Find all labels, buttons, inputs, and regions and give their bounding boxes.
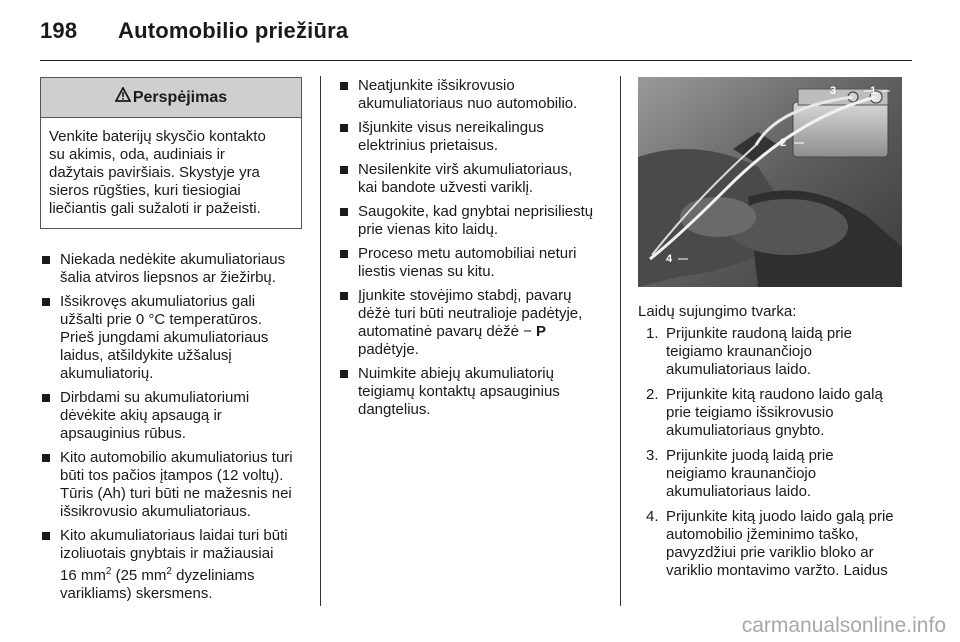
column-divider [320,76,321,606]
warning-text: Venkite baterijų skysčio kontakto su akimis, oda, audiniais ir dažytais paviršiais. Skystyje yra sieros rūgšties, kuri tiesiogiai liečiantis gali sužaloti ir pažeisti. [49,128,266,217]
warning-title: Perspėjimas [132,89,228,106]
list-item: Kito automobilio akumuliatorius turi būti tos pačios įtampos (12 voltų). Tūris (Ah) turi būti ne mažesnis nei išsikrovusio akumuliatoriaus. [40,449,302,521]
warning-header [41,78,301,118]
page-header [40,18,348,44]
callout-2: 2 [780,137,787,149]
column-left [40,77,302,609]
list-item: Niekada nedėkite akumuliatoriaus šalia atviros liepsnos ar žiežirbų. [40,251,302,287]
list-item: 2. Prijunkite kitą raudono laido galą prie teigiamo išsikrovusio akumuliatoriaus gnybto. [646,386,883,439]
connection-steps [638,325,902,580]
engine-bay-image [638,77,902,287]
list-item: 3. Prijunkite juodą laidą prie neigiamo kraunančiojo akumuliatoriaus laido. [646,447,834,500]
callout-1: 1 [870,85,877,97]
list-item: Išjunkite visus nereikalingus elektrinius prietaisus. [338,119,606,155]
list-item: Proceso metu automobiliai neturi liestis vienas su kitu. [338,245,606,281]
precautions-list [40,251,302,603]
column-right [638,77,902,587]
callout-4: 4 [666,253,673,265]
list-item: 1. Prijunkite raudoną laidą prie teigiamo kraunančiojo akumuliatoriaus laido. [646,325,852,378]
list-item: Saugokite, kad gnybtai neprisiliestų prie vienas kito laidų. [338,203,606,239]
engine-bay-photo [638,77,902,287]
warning-box [40,77,302,229]
page-number: 198 [40,18,78,43]
list-item: Nesilenkite virš akumuliatoriaus, kai bandote užvesti variklį. [338,161,606,197]
header-rule [40,60,912,61]
page-title: Automobilio priežiūra [118,18,349,43]
list-item: Dirbdami su akumuliatoriumi dėvėkite akių apsaugą ir apsauginius rūbus. [40,389,302,443]
list-item: Nuimkite abiejų akumuliatorių teigiamų kontaktų apsauginius dangtelius. [338,365,606,419]
callout-3: 3 [830,85,837,97]
list-item: 4. Prijunkite kitą juodo laido galą prie automobilio įžeminimo taško, pavyzdžiui prie variklio bloko ar variklio montavimo varžto. Laidus [646,508,894,579]
column-divider [620,76,621,606]
preparation-list [338,77,606,419]
list-item: Išsikrovęs akumuliatorius gali užšalti prie 0 °C temperatūros. Prieš jungdami akumuliatoriaus laidus, atšildykite užšalusį akumuliatorių. [40,293,302,383]
watermark: carmanualsonline.info [741,614,946,637]
list-item: Neatjunkite išsikrovusio akumuliatoriaus nuo automobilio. [338,77,606,113]
warning-triangle-icon [115,87,131,107]
column-middle [338,77,606,425]
steps-title: Laidų sujungimo tvarka: [638,303,797,320]
list-item: Kito akumuliatoriaus laidai turi būti izoliuotais gnybtais ir mažiausiai 16 $mm^2$ (25 $mm^2$ dyzeliniams varikliams) skersmens. [40,527,302,603]
list-item: Įjunkite stovėjimo stabdį, pavarų dėžė turi būti neutralioje padėtyje, automatinė pavarų dėžė − P padėtyje. [338,287,606,359]
